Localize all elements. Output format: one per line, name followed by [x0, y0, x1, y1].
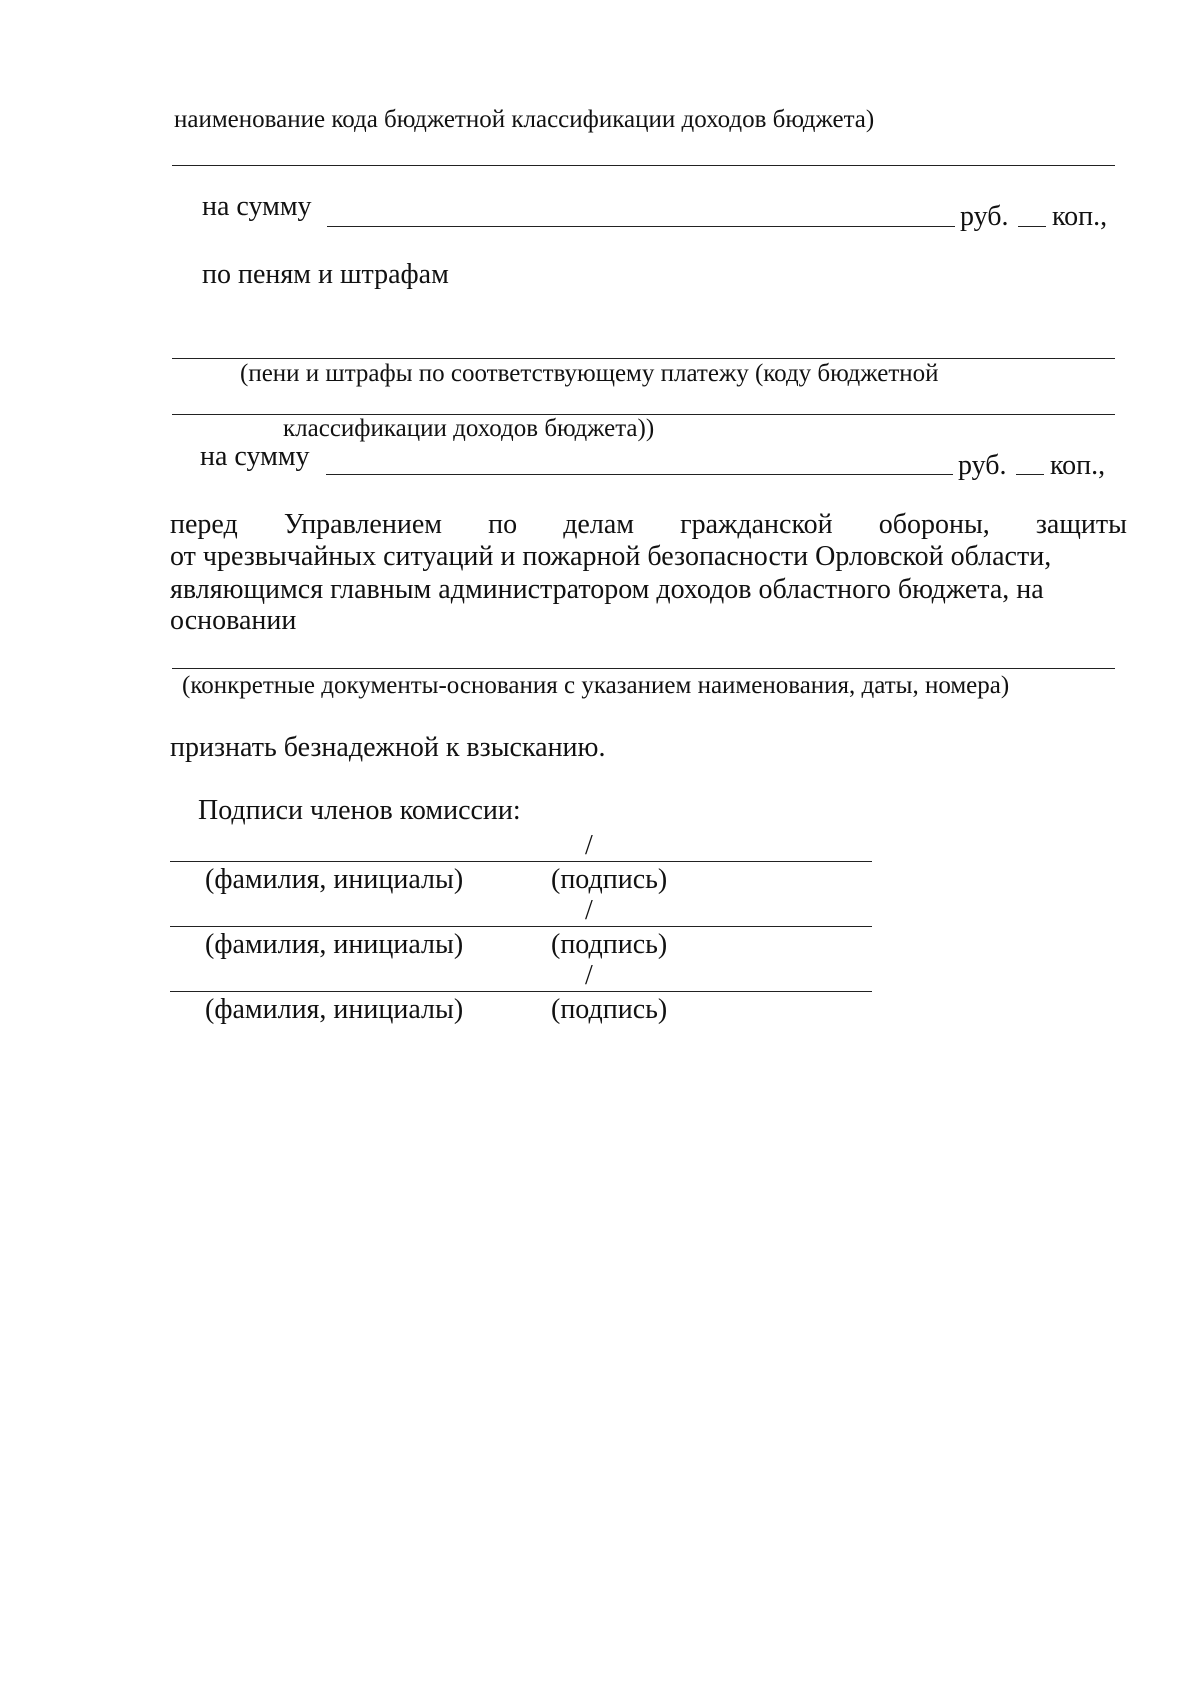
- signature-separator: /: [585, 895, 593, 926]
- sum2-label: на сумму: [200, 441, 310, 472]
- sum1-kop-field[interactable]: [1018, 226, 1046, 227]
- sum1-label: на сумму: [202, 191, 312, 222]
- sign-caption-2: (подпись): [551, 929, 668, 960]
- paragraph-line-1: [170, 509, 1127, 541]
- sum1-kop-label: коп.,: [1052, 201, 1108, 232]
- conclusion-text: признать безнадежной к взысканию.: [170, 732, 606, 763]
- paragraph-word: гражданской: [680, 509, 833, 540]
- sign-caption-1: (подпись): [551, 864, 668, 895]
- paragraph-word: защиты: [1035, 509, 1127, 540]
- peni-caption-1: (пени и штрафы по соответствующему платежу (коду бюджетной: [240, 360, 939, 387]
- signature-separator: /: [585, 830, 593, 861]
- peni-label: по пеням и штрафам: [202, 259, 449, 290]
- name-caption-2: (фамилия, инициалы): [205, 929, 464, 960]
- paragraph-word: обороны,: [878, 509, 990, 540]
- name-caption-3: (фамилия, инициалы): [205, 994, 464, 1025]
- basis-caption: (конкретные документы-основания с указанием наименования, даты, номера): [182, 672, 1010, 699]
- paragraph-word: делам: [563, 509, 634, 540]
- budget-code-caption: наименование кода бюджетной классификации доходов бюджета): [174, 106, 875, 133]
- sum2-kop-field[interactable]: [1016, 474, 1044, 475]
- signature-line-1[interactable]: [170, 861, 872, 862]
- paragraph-word: перед: [170, 509, 238, 540]
- sum2-rub-field[interactable]: [326, 474, 953, 475]
- sum1-rub-field[interactable]: [327, 226, 955, 227]
- sum2-rub-label: руб.: [958, 450, 1007, 481]
- name-caption-1: (фамилия, инициалы): [205, 864, 464, 895]
- sum2-kop-label: коп.,: [1050, 450, 1106, 481]
- signature-separator: /: [585, 960, 593, 991]
- peni-line-1[interactable]: [172, 358, 1115, 359]
- sign-caption-3: (подпись): [551, 994, 668, 1025]
- basis-line[interactable]: [172, 668, 1115, 669]
- budget-code-line: [172, 165, 1115, 166]
- sum1-rub-label: руб.: [960, 201, 1009, 232]
- paragraph-word: Управлением: [283, 509, 442, 540]
- signature-line-2[interactable]: [170, 926, 872, 927]
- peni-caption-2: классификации доходов бюджета)): [283, 415, 655, 442]
- paragraph-word: по: [488, 509, 518, 540]
- paragraph-line-2: от чрезвычайных ситуаций и пожарной безопасности Орловской области,: [170, 541, 1052, 572]
- paragraph-line-3: являющимся главным администратором доходов областного бюджета, на: [170, 574, 1044, 605]
- signature-line-3[interactable]: [170, 991, 872, 992]
- paragraph-line-4: основании: [170, 605, 297, 636]
- signatures-title: Подписи членов комиссии:: [198, 795, 521, 826]
